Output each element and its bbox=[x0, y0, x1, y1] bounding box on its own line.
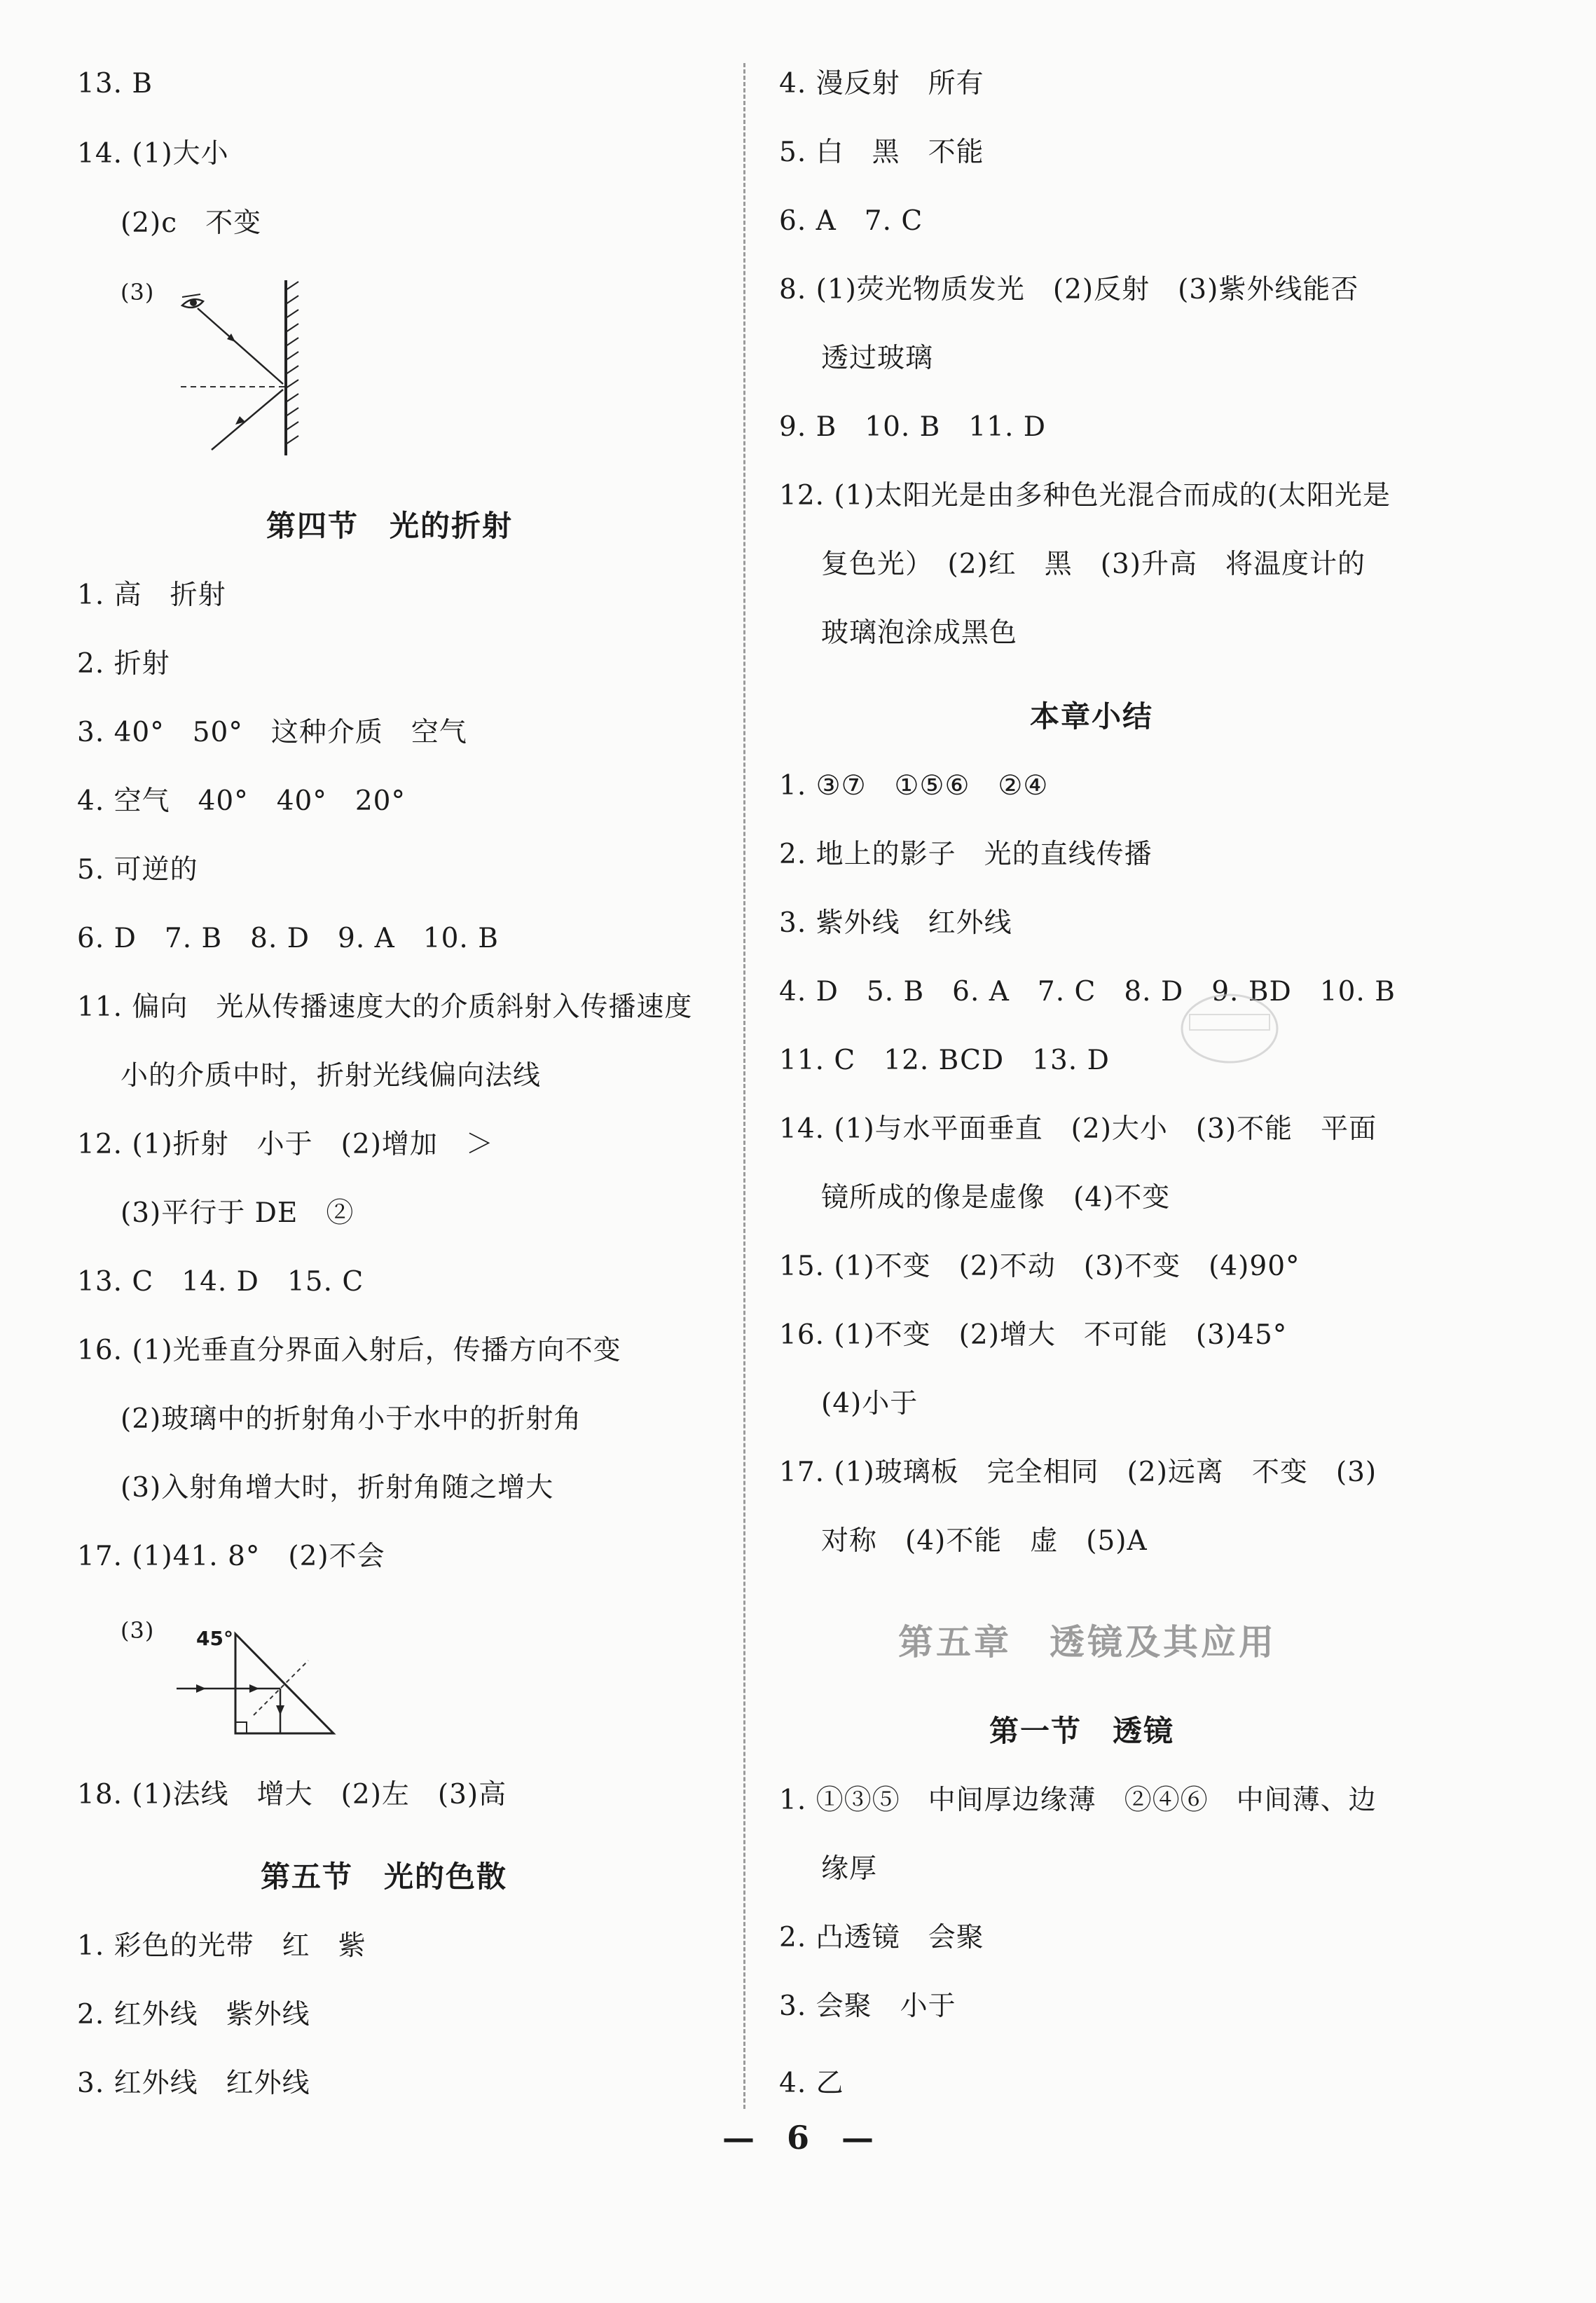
mirror-reflection-diagram bbox=[168, 280, 315, 462]
watermark-stamp bbox=[1177, 986, 1282, 1071]
s4-answer-3: 3. 40° 50° 这种介质 空气 bbox=[77, 717, 467, 748]
s4-answer-17a: 17. (1)41. 8° (2)不会 bbox=[77, 1541, 385, 1572]
summary-answer-1: 1. ③⑦ ①⑤⑥ ②④ bbox=[779, 770, 1049, 802]
summary-answer-17b: 对称 (4)不能 虚 (5)A bbox=[821, 1525, 1148, 1557]
summary-answer-16b: (4)小于 bbox=[821, 1388, 919, 1419]
s4-answer-1: 1. 高 折射 bbox=[77, 579, 226, 611]
lens-answer-1a: 1. ①③⑤ 中间厚边缘薄 ②④⑥ 中间薄、边 bbox=[779, 1785, 1377, 1816]
summary-answer-4-10: 4. D 5. B 6. A 7. C 8. D 9. BD 10. B bbox=[779, 976, 1396, 1008]
s5-answer-3: 3. 红外线 红外线 bbox=[77, 2068, 310, 2099]
summary-answer-14b: 镜所成的像是虚像 (4)不变 bbox=[821, 1182, 1171, 1214]
summary-answer-15: 15. (1)不变 (2)不动 (3)不变 (4)90° bbox=[779, 1251, 1300, 1282]
s5-answer-2: 2. 红外线 紫外线 bbox=[77, 1999, 310, 2030]
answer-14-3-label: (3) bbox=[121, 279, 155, 305]
s4-answer-13-15: 13. C 14. D 15. C bbox=[77, 1266, 364, 1298]
summary-answer-14a: 14. (1)与水平面垂直 (2)大小 (3)不能 平面 bbox=[779, 1113, 1377, 1145]
page-number: — 6 — bbox=[722, 2119, 874, 2157]
s4-answer-11b: 小的介质中时，折射光线偏向法线 bbox=[121, 1060, 542, 1092]
s5-answer-12c: 玻璃泡涂成黑色 bbox=[821, 617, 1018, 649]
chapter-5-title: 第五章 透镜及其应用 bbox=[898, 1622, 1277, 1663]
s4-answer-6-10: 6. D 7. B 8. D 9. A 10. B bbox=[77, 923, 499, 954]
summary-answer-16a: 16. (1)不变 (2)增大 不可能 (3)45° bbox=[779, 1319, 1288, 1351]
lens-answer-4: 4. 乙 bbox=[779, 2068, 844, 2099]
s4-answer-16c: (3)入射角增大时，折射角随之增大 bbox=[121, 1472, 554, 1504]
s4-answer-2: 2. 折射 bbox=[77, 648, 170, 680]
s5-answer-12a: 12. (1)太阳光是由多种色光混合而成的(太阳光是 bbox=[779, 480, 1391, 511]
s5-answer-8b: 透过玻璃 bbox=[821, 343, 934, 374]
chapter-5-section-1-title: 第一节 透镜 bbox=[989, 1714, 1175, 1748]
s5-answer-9-11: 9. B 10. B 11. D bbox=[779, 411, 1047, 443]
s4-answer-12b: (3)平行于 DE ② bbox=[121, 1197, 355, 1229]
prism-refraction-diagram bbox=[175, 1624, 343, 1743]
section-5-title: 第五节 光的色散 bbox=[261, 1859, 508, 1894]
s4-answer-18: 18. (1)法线 增大 (2)左 (3)高 bbox=[77, 1779, 507, 1810]
lens-answer-3: 3. 会聚 小于 bbox=[779, 1991, 956, 2022]
answer-13: 13. B bbox=[77, 68, 153, 99]
s5-answer-4: 4. 漫反射 所有 bbox=[779, 68, 984, 99]
lens-answer-2: 2. 凸透镜 会聚 bbox=[779, 1922, 984, 1953]
s4-answer-16a: 16. (1)光垂直分界面入射后，传播方向不变 bbox=[77, 1335, 621, 1366]
summary-answer-2: 2. 地上的影子 光的直线传播 bbox=[779, 839, 1153, 870]
answer-14-2: (2)c 不变 bbox=[121, 207, 262, 239]
summary-answer-17a: 17. (1)玻璃板 完全相同 (2)远离 不变 (3) bbox=[779, 1457, 1377, 1488]
column-divider bbox=[743, 63, 745, 2109]
s4-answer-11a: 11. 偏向 光从传播速度大的介质斜射入传播速度 bbox=[77, 991, 693, 1023]
s4-answer-16b: (2)玻璃中的折射角小于水中的折射角 bbox=[121, 1403, 582, 1435]
summary-answer-3: 3. 紫外线 红外线 bbox=[779, 907, 1012, 939]
prism-angle-label: 45° bbox=[196, 1627, 233, 1650]
section-4-title: 第四节 光的折射 bbox=[266, 509, 514, 543]
eye-icon bbox=[182, 294, 203, 308]
chapter-summary-title: 本章小结 bbox=[1030, 699, 1154, 734]
summary-answer-11-13: 11. C 12. BCD 13. D bbox=[779, 1045, 1110, 1076]
s4-answer-17b-label: (3) bbox=[121, 1617, 155, 1644]
s5-answer-5: 5. 白 黑 不能 bbox=[779, 137, 984, 168]
s4-answer-5: 5. 可逆的 bbox=[77, 854, 198, 886]
s5-answer-12b: 复色光） (2)红 黑 (3)升高 将温度计的 bbox=[821, 549, 1365, 580]
s5-answer-6-7: 6. A 7. C bbox=[779, 205, 923, 237]
lens-answer-1b: 缘厚 bbox=[821, 1853, 878, 1885]
answer-14-1: 14. (1)大小 bbox=[77, 138, 229, 170]
s4-answer-4: 4. 空气 40° 40° 20° bbox=[77, 785, 406, 817]
s5-answer-8a: 8. (1)荧光物质发光 (2)反射 (3)紫外线能否 bbox=[779, 274, 1359, 305]
s5-answer-1: 1. 彩色的光带 红 紫 bbox=[77, 1930, 366, 1962]
s4-answer-12a: 12. (1)折射 小于 (2)增加 ＞ bbox=[77, 1129, 494, 1160]
